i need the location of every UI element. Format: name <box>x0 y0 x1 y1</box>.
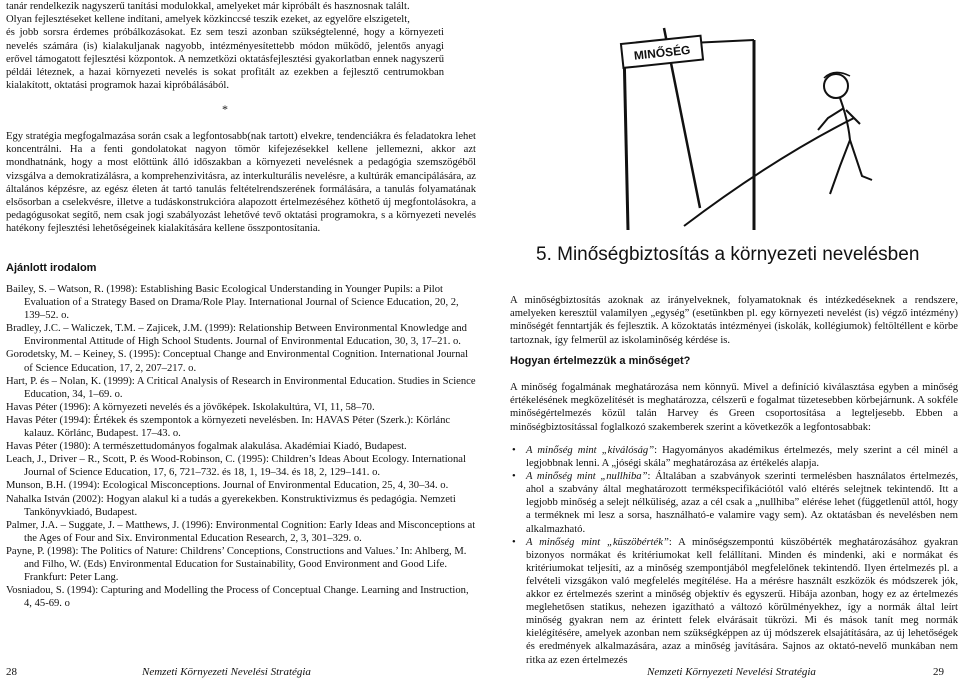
reference-item: Munson, B.H. (1994): Ecological Misconceptions. Journal of Environmental Education, 25, 4, 30–34. o. <box>6 480 449 492</box>
list-item <box>510 470 958 535</box>
list-item <box>510 536 958 667</box>
reference-item: Gorodetsky, M. – Keiney, S. (1995): Conceptual Change and Environmental Cognition. International Journal of Science Education, 17, 2, 207–217. o. <box>6 349 469 374</box>
bullet-term: A minőség mint „nullhiba” <box>526 471 648 483</box>
quality-interpretations-list <box>510 444 958 667</box>
references-list <box>6 283 476 610</box>
reference-item: Havas Péter (1996): A környezeti nevelés és a jövőképek. Iskolakultúra, VI, 11, 58–70. <box>6 401 375 413</box>
page-number-right: 29 <box>933 666 944 678</box>
bullet-text: : Hagyományos akadémikus értelmezés, mely szerint a cél minél a legjobbnak lenni. A „jóségi skála” meghatározása az értékelés alapja. <box>526 445 958 470</box>
reference-item: Havas Péter (1994): Értékek és szempontok a környezeti nevelésben. In: HAVAS Péter (Szerk.): Körlánc kalauz. Körlánc, Budapest. 17–43. o. <box>6 414 451 440</box>
intro-paragraph: és jobb sorsra érdemes próbálkozásokat. Ez sem teszi azonban szükségtelenné, hogy a környezeti nevelés számára (is) kialakuljanak nagyobb, intézményesítettebb módon működő, jelentős anyagi erővel támogatott fejlesztési központok. A nemzetközi oktatásfejlesztési gyakorlatban ennek nagyszerű példái léteznek, a hazai környezeti nevelés is sokat profitált az ezekben a fejlesztő centrumokban kialakított, oktatási programok hazai kipróbálásából. <box>6 27 444 92</box>
reference-item: Bradley, J.C. – Waliczek, T.M. – Zajicek, J.M. (1999): Relationship Between Environmental Knowledge and Environmental Attitude of High School Students. Journal of Environmental Education, 30, 3, 17–21. o. <box>6 323 467 348</box>
cartoon-sign-text: MINŐSÉG <box>633 42 692 63</box>
reference-item: Havas Péter (1980): A természettudományos fogalmak alakulása. Akadémiai Kiadó, Budapest. <box>6 441 407 453</box>
quality-assurance-intro: A minőségbiztosítás azoknak az irányelveknek, folyamatoknak és intézkedéseknek a rendszere, amelyeken keresztül valamilyen „egység” (esetünkben pl. egy környezeti nevelést (is) végző intézmény) minőségét fenntartják és fejlesztik. A közoktatás intézményei (iskolák, kollégiumok) feltöltéllent e körbe tartoznak, így felmerül az iskolaminőség kérdése is. <box>510 295 958 346</box>
reference-item: Hart, P. és – Nolan, K. (1999): A Critical Analysis of Research in Environmental Education. Studies in Science Education, 34, 1–69. o. <box>6 375 476 400</box>
page-number-left: 28 <box>6 666 17 678</box>
references-heading: Ajánlott irodalom <box>6 262 97 274</box>
quality-definition-paragraph: A minőség fogalmának meghatározása nem könnyű. Mivel a definíció kiválasztása egyben a minőség értékelésének megközelítését is meghatározza, célszerű e fogalmat tüzetesebben körbejárnunk. A sokféle minőségértelmezés közül talán Harvey és Green csoportosítása a legteljesebb. Ebben a minőségbiztosítással foglalkozó szakemberek szerint a következők a legfontosabbak: <box>510 382 958 433</box>
strategy-paragraph: Egy stratégia megfogalmazása során csak a legfontosabb(nak tartott) elvekre, tendenciákra és feladatokra lehet koncentrálni. Ha a fenti gondolatokat nagyon tömör kifejezésekkel kellene jellemezni, akkor azt mondhatnánk, hogy a most előttünk álló időszakban a környezeti nevelésnek a pedagógia szemszögéből vizsgálva a demokratizálásra, a komprehenzivitásra, az interkulturális nevelésre, a kultúrák emancipálására, az általános képzésre, az egész életen át tartó tanulás feltételrendszerének formálására, a tanulás folyamatának elsősorban a cselekvésre, illetve a tudáskonstrukcióra alapozott értelmezéséhez köthető új megfontolásokra, a pedagógusokat segítő, nem csak jogi szabályozást lehetővé tevő oktatási programokra, s a környezeti nevelés hatékony fejlesztési lehetőségeinek kialakítására kellene összpontosítania. <box>6 131 476 235</box>
reference-item: Nahalka István (2002): Hogyan alakul ki a tudás a gyerekekben. Konstruktivizmus és pedagógia. Nemzeti Tankönyvkiadó, Budapest. <box>6 493 456 518</box>
reference-item: Bailey, S. – Watson, R. (1998): Establishing Basic Ecological Understanding in Younger Pupils: a Pilot Evaluation of a Strategy Based on Drama/Role Play. International Journal of Science Education, 20, 2, 139–52. o. <box>6 284 459 322</box>
section-separator: * <box>222 102 228 116</box>
question-heading: Hogyan értelmezzük a minőséget? <box>510 355 691 367</box>
pole-vault-cartoon <box>604 8 874 230</box>
reference-item: Leach, J., Driver – R., Scott, P. és Wood-Robinson, C. (1995): Children’s Ideas About Ecology. International Journal of Science Education, 17, 6, 721–732. és 18, 1, 19–34. és 18, 2, 129–141. o. <box>6 454 466 479</box>
list-item <box>510 444 958 470</box>
intro-line-1: tanár rendelkezik nagyszerű tanítási modulokkal, amelyeket már kipróbált és hasznosnak talált. <box>6 1 410 12</box>
left-intro <box>6 0 476 92</box>
bullet-term: A minőség mint „kiválóság” <box>526 445 655 456</box>
intro-line-2: Olyan fejlesztéseket kellene indítani, amelyek közkinccsé teszik ezeket, az egyelőre elszigetelt, <box>6 14 410 26</box>
bullet-term: A minőség mint „küszöbérték” <box>526 536 669 548</box>
footer-title-right: Nemzeti Környezeti Nevelési Stratégia <box>647 666 816 678</box>
reference-item: Payne, P. (1998): The Politics of Nature: Childrens’ Conceptions, Constructions and Values.’ In: Ahlberg, M. and Filho, W. (Eds) Environmental Education for Sustainability, Good Environment and Good Life. Frankfurt: Peter Lang. <box>6 545 467 584</box>
footer-title-left: Nemzeti Környezeti Nevelési Stratégia <box>142 666 311 678</box>
reference-item: Palmer, J.A. – Suggate, J. – Matthews, J. (1996): Environmental Cognition: Early Ideas and Misconceptions at the Ages of Four and Six. Environmental Education Research, 2, 3, 301–329. o. <box>6 519 476 544</box>
reference-item: Vosniadou, S. (1994): Capturing and Modelling the Process of Conceptual Change. Learning and Instruction, 4, 45-69. o <box>6 585 469 610</box>
bullet-text: : Általában a szabványok szerinti termelésben használatos értelmezés, ahol a szabvány által meghatározott termékspecifikációtól való eltérés selejtnek tekintendő. Itt a legjobb minőség a selejt nélküliség, azaz a cél csak a „nullhiba” elérése lehet (függetlenül attól, hogy a terméknek mi lesz a sorsa, használható-e valamire vagy sem). Az oktatásban és nevelésben nem alkalmazható. <box>526 471 958 535</box>
bullet-text: : A minőségszempontú küszöbérték meghatározásához gyakran bizonyos normákat és kritériumokat kell felállítani. Minden és mindenki, aki e normákat és kritériumokat teljesíti, az a minőség szempontjából megfelelőnek tekintendő. Ilyen értelmezés pl. a felvételi vizsgákon való megfelelés megítélése. Ha a mérésre használt eszközök és módszerek jók, akkor ez értelmezés szerint a minőség objektív és egyszerű. Hibája azonban, hogy ez az értelmezés meglehetősen statikus, nehezen igazítható a változó körülményekhez, így a normák által leírt minőség gyakran nem az érintett felek elvárásait tükrözi. Mi és mások tanít meg normák kielégítésére, amelyek azonban nem szükségképpen az új módszerek elsajátítására, az új lehetőségek és eredmények alkalmazására, azaz a minőség javítására. Sajnos az oktató-nevelő munkában nem ritka az ezen értelmezés <box>526 536 959 666</box>
chapter-title: 5. Minőségbiztosítás a környezeti nevelésben <box>536 244 920 265</box>
